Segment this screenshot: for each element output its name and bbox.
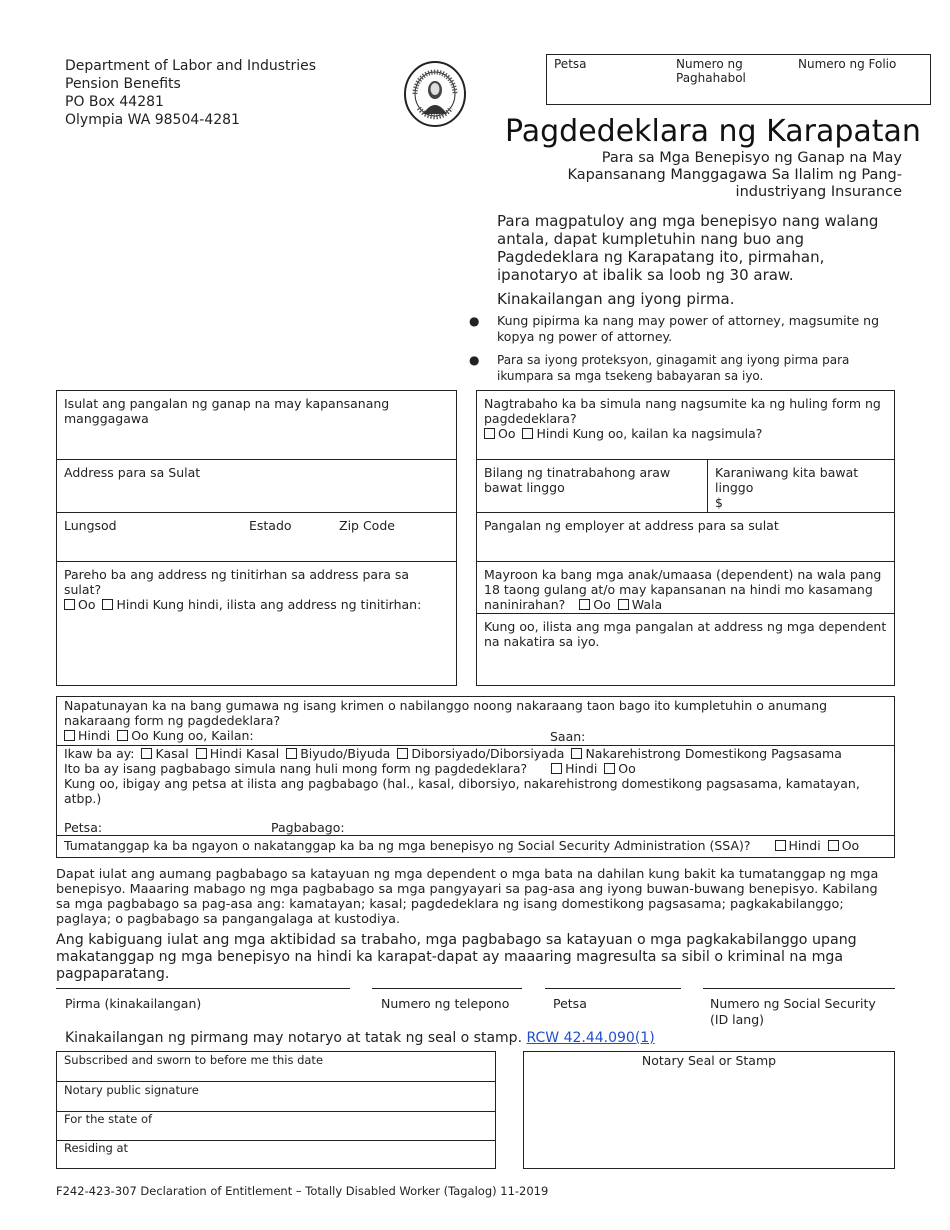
ssa-no-checkbox[interactable] [775,840,786,851]
dependents-followup: Kung oo, ilista ang mga pangalan at address ng mga dependent na nakatira sa iyo. [484,619,887,649]
ssn-label [710,996,876,1028]
change-no-checkbox[interactable] [551,763,562,774]
weekly-earnings-field[interactable] [708,460,894,512]
weekly-earnings-label: Karaniwang kita bawat linggo [715,465,859,495]
change-date-label[interactable]: Petsa: [64,820,103,835]
notary-requirement-text: Kinakailangan ng pirmang may notaryo at tatak ng seal o stamp. [65,1030,523,1046]
yes-label: Oo [593,597,611,612]
no-label: Hindi [536,426,569,441]
page-title: Pagdedeklara ng Karapatan [505,114,921,149]
notary-state-field[interactable]: For the state of [64,1112,153,1126]
ssa-question: Tumatanggap ka ba ngayon o nakatanggap ka ba ng mga benepisyo ng Social Security Administration (SSA)? [64,838,751,853]
instructions-main: Para magpatuloy ang mga benepisyo nang walang antala, dapat kumpletuhin nang buo ang Pagdedeklara ng Karapatang ito, pirmahan, ipanotaryo at ibalik sa loob ng 30 araw. [497,212,879,284]
city-state-zip-field[interactable] [57,513,456,561]
notary-sworn-field[interactable]: Subscribed and sworn to before me this date [64,1053,324,1067]
marital-status-field [57,746,894,835]
ssn-note: (ID lang) [710,1012,765,1027]
signature-label: Pirma (kinakailangan) [65,996,202,1011]
marital-domestic-checkbox[interactable] [571,748,582,759]
yes-label: Oo [618,761,636,776]
department-name: Department of Labor and Industries [65,58,317,74]
city-label: Lungsod [64,518,117,533]
bullet-text: Kung pipirma ka nang may power of attorney, magsumite ng kopya ng power of attorney. [497,313,880,344]
notary-seal-label: Notary Seal or Stamp [641,1053,777,1068]
form-id-footer: F242-423-307 Declaration of Entitlement – Totally Disabled Worker (Tagalog) 11-2019 [56,1184,549,1198]
worker-info-table [56,390,457,686]
status-table [56,696,895,858]
dependents-none-checkbox[interactable] [618,599,629,610]
crime-question: Napatunayan ka na bang gumawa ng isang krimen o nabilanggo noong nakaraang taon bago ito kumpletuhin o anumang nakaraang form ng pagdedeklara? [64,698,828,728]
wala-label: Wala [631,597,663,612]
same-address-no-checkbox[interactable] [102,599,113,610]
ssa-field [57,836,894,857]
office-use-box [546,54,931,105]
yes-label: Oo [841,838,860,853]
crime-when-label: Kung oo, Kailan: [152,728,254,743]
same-address-yes-checkbox[interactable] [64,599,75,610]
marital-biyudo-checkbox[interactable] [286,748,297,759]
marital-kasal-checkbox[interactable] [141,748,152,759]
phone-line[interactable] [372,988,522,989]
page-subtitle: Para sa Mga Benepisyo ng Ganap na May Kapansanang Manggagawa Sa Ilalim ng Pang-industriyang Insurance [567,150,902,200]
worked-no-checkbox[interactable] [522,428,533,439]
instruction-bullet [469,352,887,384]
no-label: Hindi [78,728,111,743]
phone-label: Numero ng telepono [381,996,510,1011]
notary-requirement [65,1030,655,1047]
signature-required-note: Kinakailangan ang iyong pirma. [497,290,735,308]
office-date-label: Petsa [554,57,587,71]
same-address-followup: Kung hindi, ilista ang address ng tinitirhan: [152,597,422,612]
employer-field[interactable] [477,513,894,561]
no-label: Hindi [788,838,821,853]
bullet-text: Para sa iyong proteksyon, ginagamit ang iyong pirma para ikumpara sa mga tsekeng babayaran sa iyo. [497,353,850,383]
bullet-dot-icon: ● [469,314,480,328]
work-info-table [476,390,895,686]
no-label: Hindi [565,761,598,776]
city-state-zip: Olympia WA 98504-4281 [65,112,240,128]
po-box: PO Box 44281 [65,94,164,110]
change-question: Ito ba ay isang pagbabago simula nang huli mong form ng pagdedeklara? [64,761,528,776]
marital-option-label: Kasal [155,746,189,761]
unit-name: Pension Benefits [65,76,181,92]
marital-option-label: Diborsiyado/Diborsiyada [411,746,565,761]
dependents-list-field[interactable] [477,614,894,685]
marital-option-label: Biyudo/Biyuda [300,746,391,761]
date-label: Petsa [553,996,587,1011]
worked-since-field [477,391,894,459]
worker-name-field[interactable] [57,391,456,459]
days-worked-label: Bilang ng tinatrabahong araw bawat linggo [484,465,671,495]
ssn-line[interactable] [703,988,895,989]
dependents-yes-checkbox[interactable] [579,599,590,610]
rcw-link[interactable]: RCW 42.44.090(1) [526,1030,655,1046]
crime-yes-checkbox[interactable] [117,730,128,741]
zip-label: Zip Code [339,518,395,533]
crime-field [57,697,894,745]
notary-table [56,1051,496,1169]
bullet-dot-icon: ● [469,353,480,367]
ssn-label-text: Numero ng Social Security [710,996,876,1011]
office-claim-label: Numero ng Paghahabol [676,57,746,85]
worker-name-label: Isulat ang pangalan ng ganap na may kapansanang manggagawa [64,396,390,426]
date-line[interactable] [545,988,681,989]
dependents-change-notice: Dapat iulat ang aumang pagbabago sa katayuan ng mga dependent o mga bata na dahilan kung bakit ka tumatanggap ng mga benepisyo. Maaaring mabago ng mga pagbabago sa mga pangyayari sa pag-asa ang iyong buwan-buwang benepisyo. Kabilang sa mga pagbabago sa pag-asa ang: kamatayan; kasal; pagdedeklara ng isang domestikong pagsasama; pagkakabilanggo; paglaya; o pagbabago sa pangangalaga at kustodiya. [56,867,879,927]
marital-option-label: Hindi Kasal [209,746,280,761]
office-folio-label: Numero ng Folio [798,57,897,71]
currency-symbol: $ [715,495,723,510]
crime-no-checkbox[interactable] [64,730,75,741]
ssa-yes-checkbox[interactable] [828,840,839,851]
worked-question: Nagtrabaho ka ba simula nang nagsumite ka ng huling form ng pagdedeklara? [484,396,881,426]
yes-label: Oo [131,728,149,743]
change-description-label[interactable]: Pagbabago: [271,820,345,835]
days-worked-field[interactable] [477,460,707,512]
state-label: Estado [249,518,292,533]
employer-label: Pangalan ng employer at address para sa sulat [484,518,779,533]
no-label: Hindi [116,597,149,612]
agency-address [65,57,316,129]
worked-yes-checkbox[interactable] [484,428,495,439]
notary-residing-field[interactable]: Residing at [64,1141,129,1155]
crime-where-label: Saan: [550,729,586,744]
mailing-address-label: Address para sa Sulat [64,465,201,480]
marital-diborsiyado-checkbox[interactable] [397,748,408,759]
same-address-field [57,562,456,685]
dependents-question: Mayroon ka bang mga anak/umaasa (dependent) na wala pang 18 taong gulang at/o may kapansanan na hindi mo kasamang naninirahan? [484,567,882,612]
worked-followup: Kung oo, kailan ka nagsimula? [572,426,763,441]
change-detail: Kung oo, ibigay ang petsa at ilista ang pagbabago (hal., kasal, diborsiyo, nakarehistrong domestikong pagsasama, kamatayan, atbp.) [64,776,860,806]
penalty-notice: Ang kabiguang iulat ang mga aktibidad sa trabaho, mga pagbabago sa katayuan o mga pagkakabilanggo upang makatanggap ng mga benepisyo na hindi ka karapat-dapat ay maaaring magresulta sa sibil o kriminal na mga pagpaparatang. [56,932,857,982]
state-seal-icon [403,60,467,128]
yes-label: Oo [78,597,96,612]
change-yes-checkbox[interactable] [604,763,615,774]
notary-seal-box[interactable] [523,1051,895,1169]
yes-label: Oo [498,426,516,441]
mailing-address-field[interactable] [57,460,456,512]
instruction-bullet [469,313,887,345]
marital-prefix: Ikaw ba ay: [64,746,135,761]
marital-option-label: Nakarehistrong Domestikong Pagsasama [585,746,842,761]
dependents-field [477,562,894,613]
marital-hindi-kasal-checkbox[interactable] [196,748,207,759]
same-address-question: Pareho ba ang address ng tinitirhan sa address para sa sulat? [64,567,410,597]
notary-signature-field[interactable]: Notary public signature [64,1083,199,1097]
signature-line[interactable] [56,988,350,989]
